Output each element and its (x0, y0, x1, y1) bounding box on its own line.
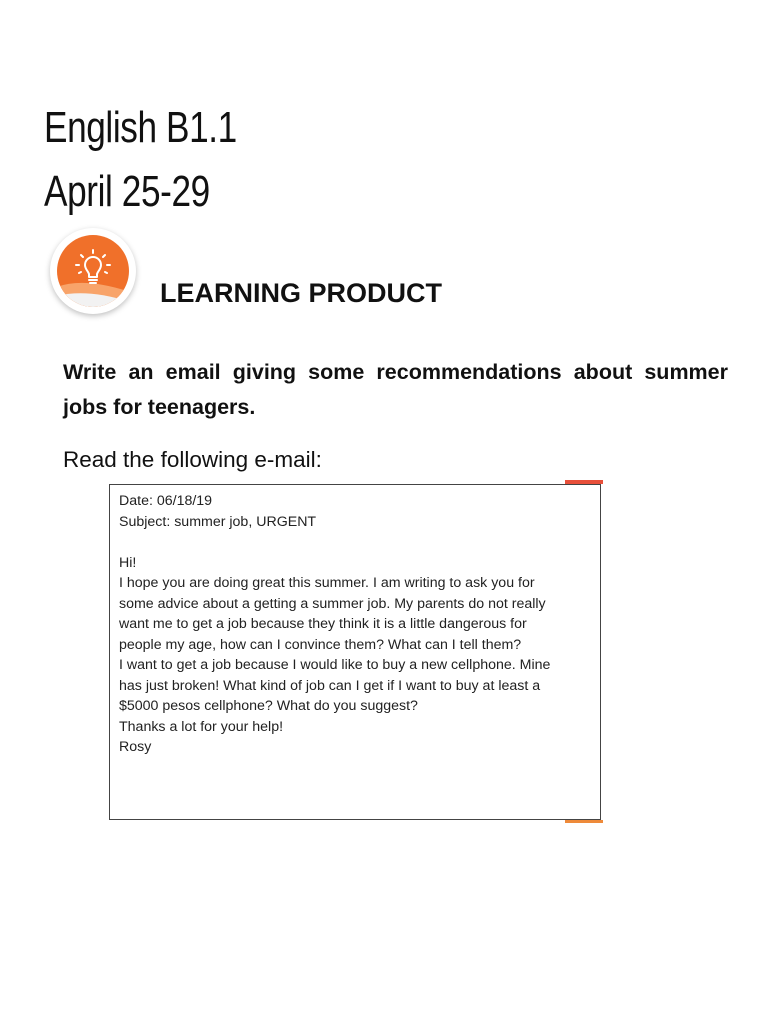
email-body-line: has just broken! What kind of job can I get if I want to buy at least a (119, 677, 541, 694)
email-body-line: I hope you are doing great this summer. I am writing to ask you for (119, 575, 535, 591)
page-date-range: April 25-29 (44, 167, 210, 216)
email-greeting: Hi! (119, 554, 137, 571)
email-closing: Thanks a lot for your help! (119, 718, 284, 735)
email-subject: Subject: summer job, URGENT (119, 513, 317, 530)
email-body-line: want me to get a job because they think it is a little dangerous for (119, 616, 527, 632)
section-heading: LEARNING PRODUCT (160, 278, 442, 308)
email-spacer (119, 532, 592, 553)
learning-product-badge (50, 228, 136, 314)
email-body-line: I want to get a job because I would like to buy a new cellphone. Mine (119, 657, 551, 673)
task-instruction: Write an email giving some recommendations about summer jobs for teenagers. (63, 360, 728, 419)
read-prompt: Read the following e-mail: (63, 447, 322, 472)
email-box (109, 484, 601, 820)
email-body-line: some advice about a getting a summer job. My parents do not really (119, 595, 546, 612)
email-signature: Rosy (119, 739, 152, 755)
email-date: Date: 06/18/19 (119, 493, 213, 509)
email-body-line: people my age, how can I convince them? What can I tell them? (119, 636, 522, 653)
email-body-line: $5000 pesos cellphone? What do you suggest? (119, 698, 418, 714)
page-title: English B1.1 (44, 103, 237, 152)
lightbulb-icon (50, 228, 136, 314)
accent-bar-bottom (565, 820, 603, 823)
